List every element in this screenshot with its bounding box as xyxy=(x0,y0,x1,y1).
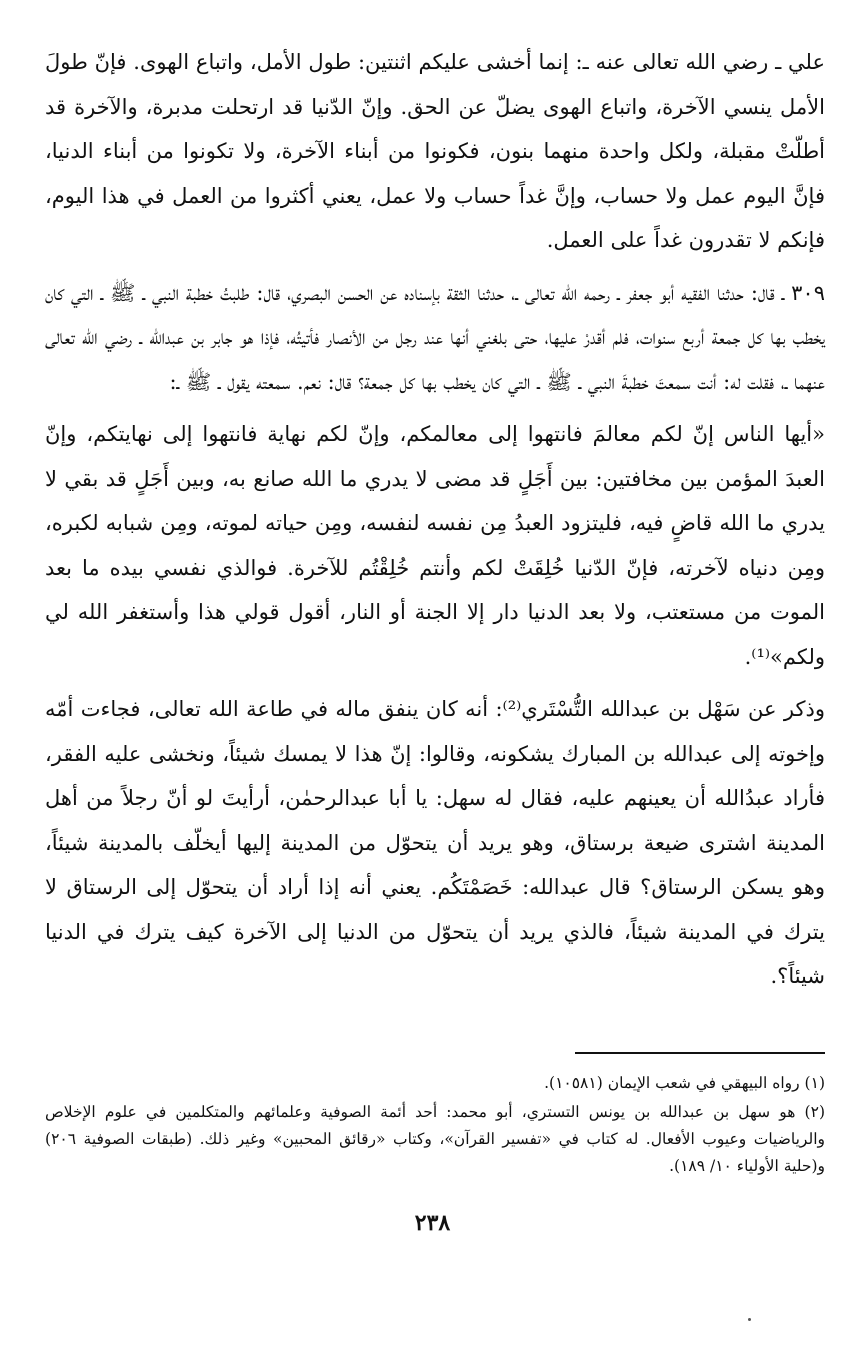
paragraph-continuation: علي ـ رضي الله تعالى عنه ـ: إنما أخشى عليكم اثنتين: طول الأمل، واتباع الهوى. فإنّ طولَ الأمل ينسي الآخرة، واتباع الهوى يضلّ عن الحق. وإنّ الدّنيا قد ارتحلت مدبرة، والآخرة قد أطلّتْ مقبلة، ولكل واحدة منهما بنون، فكونوا من أبناء الآخرة، ولا تكونوا من أبناء الدنيا، فإنَّ اليوم عمل ولا حساب، وإنَّ غداً حساب ولا عمل، يعني أكثروا من العمل في هذا اليوم، فإنكم لا تقدرون غداً على العمل. xyxy=(45,50,825,252)
paragraph-sahl-story: وذكر عن سَهْل بن عبدالله التُّسْتَري⁽²⁾: أنه كان ينفق ماله في طاعة الله تعالى، فجاءت أمّه وإخوته إلى عبدالله بن المبارك يشكونه، وقالوا: إنّ هذا لا يمسك شيئاً، ونخشى عليه الفقر، فأراد عبدُالله أن يعينهم عليه، فقال له سهل: يا أبا عبدالرحمٰن، أرأيتَ لو أنّ رجلاً من أهل المدينة اشترى ضيعة برستاق، وهو يريد أن يتحوّل من المدينة إليها أيخلّف بالمدينة شيئاً، وهو يسكن الرستاق؟ قال عبدالله: خَصَمْتَكُم. يعني أنه إذا أراد أن يتحوّل إلى الرستاق لا يترك في المدينة شيئاً، فالذي يريد أن يتحوّل من الدنيا إلى الآخرة كيف يترك في الدنيا شيئاً؟. xyxy=(45,697,825,988)
main-text xyxy=(45,40,825,999)
paragraph-hadith-309: ٣٠٩ ـ قال: حدثنا الفقيه أبو جعفر ـ رحمه الله تعالى ـ، حدثنا الثقة بإسناده عن الحسن البصري، قال: طلبتُ خطبة النبي ـ ﷺ ـ التي كان يخطب بها كل جمعة أربع سنوات، فلم أقدرْ عليها، حتى بلغني أنها عند رجل من الأنصار فأتيتُه، فإذا هو جابر بن عبدالله ـ رضي الله تعالى عنهما ـ، فقلت له: أنت سمعتَ خطبةَ النبي ـ ﷺ ـ التي كان يخطب بها كل جمعة؟ قال: نعم. سمعته يقول ـ ﷺ ـ: xyxy=(45,280,825,394)
footnote-separator xyxy=(575,1052,825,1054)
page-number: ٢٣٨ xyxy=(414,1210,451,1236)
footnote-1: (١) رواه البيهقي في شعب الإيمان (١٠٥٨١). xyxy=(544,1074,825,1092)
paragraph-sermon-quote: «أيها الناس إنّ لكم معالمَ فانتهوا إلى معالمكم، وإنّ لكم نهاية فانتهوا إلى نهايتكم، وإنّ العبدَ المؤمن بين مخافتين: بين أَجَلٍ قد مضى لا يدري ما الله صانع به، وبين أَجَلٍ قد بقي لا يدري ما الله قاضٍ فيه، فليتزود العبدُ مِن نفسه لنفسه، ومِن حياته لموته، ومِن شبابه لكبره، ومِن دنياه لآخرته، فإنّ الدّنيا خُلِقَتْ لكم وأنتم خُلِقْتُم للآخرة. فوالذي نفسي بيده ما بعد الموت من مستعتب، ولا بعد الدنيا دار إلا الجنة أو النار، أقول قولي هذا وأستغفر الله لي ولكم»⁽¹⁾. xyxy=(45,422,825,669)
footnote-2: (٢) هو سهل بن عبدالله بن يونس التستري، أبو محمد: أحد أئمة الصوفية وعلمائهم والمتكلمين في علوم الإخلاص والرياضيات وعيوب الأفعال. له كتاب في «تفسير القرآن»، وكتاب «رقائق المحبين» وغير ذلك. (طبقات الصوفية ٢٠٦) و(حلية الأولياء ١٠/ ١٨٩). xyxy=(45,1103,825,1175)
scan-speck xyxy=(748,1318,751,1321)
footnotes xyxy=(45,1070,825,1182)
